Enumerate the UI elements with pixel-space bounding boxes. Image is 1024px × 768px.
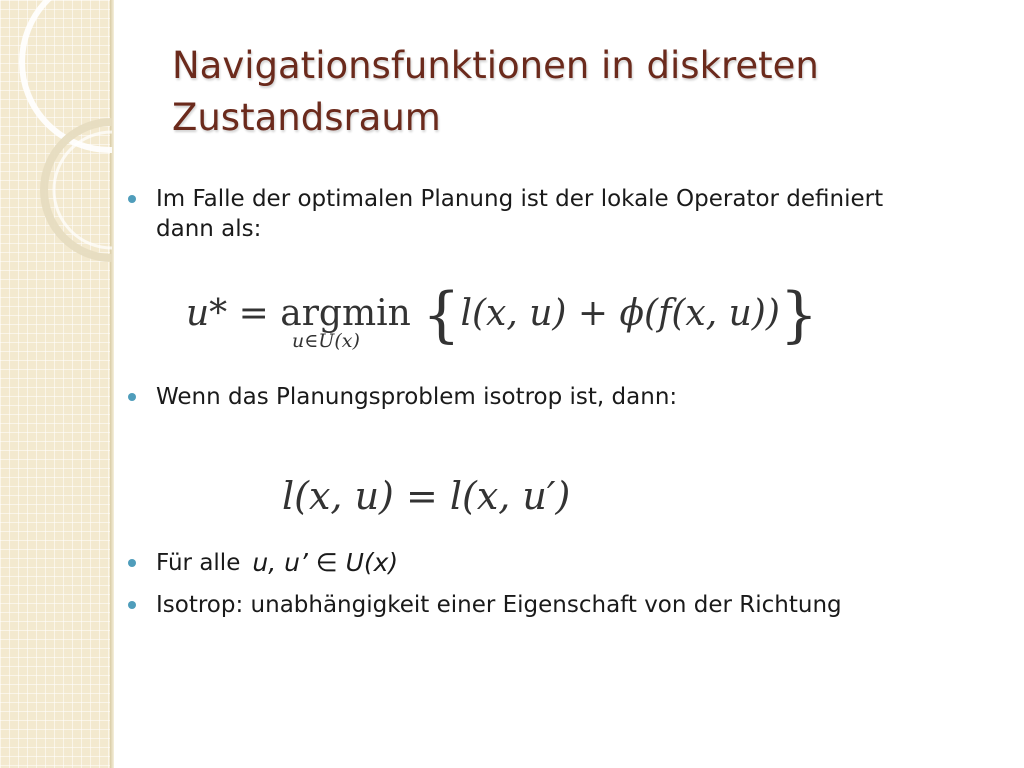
slide-title: Navigationsfunktionen in diskreten Zustandsraum [172,44,819,139]
bullet-text-1: Im Falle der optimalen Planung ist der lokale Operator definiert dann als: [156,186,884,242]
bullet-icon [128,195,136,203]
bullet-item-2 [128,382,928,412]
bullet-text-4: Isotrop: unabhängigkeit einer Eigenschaft von der Richtung [156,592,842,618]
formula-lhs: u* [186,293,228,334]
formula-body: l(x, u) + ϕ(f(x, u)) [460,293,780,334]
decorative-circles [0,0,112,300]
decorative-circle-large [22,0,112,150]
bullet-icon [128,559,136,567]
formula-main-line [186,280,818,350]
formula-operator: = argmin [238,293,411,334]
formula-brace-open: { [422,280,461,350]
element-of-symbol: ∈ [315,548,338,577]
inline-math-vars: u, u’ [252,548,308,577]
bullet-icon [128,393,136,401]
formula-subscript: u∈U(x) [292,330,360,352]
bullet-text-3: Für alle [156,550,241,576]
bullet-icon [128,601,136,609]
bullet-text-2: Wenn das Planungsproblem isotrop ist, dann: [156,384,678,410]
bullet-item-3 [128,548,928,578]
inline-math-membership [252,548,398,578]
bullet-item-4 [128,590,968,620]
formula-argmin [186,258,819,358]
inline-math-set: U(x) [345,548,399,577]
formula-brace-close: } [779,280,819,350]
bullet-item-1 [128,184,928,244]
formula-isotropy: l(x, u) = l(x, u′) [282,474,571,518]
